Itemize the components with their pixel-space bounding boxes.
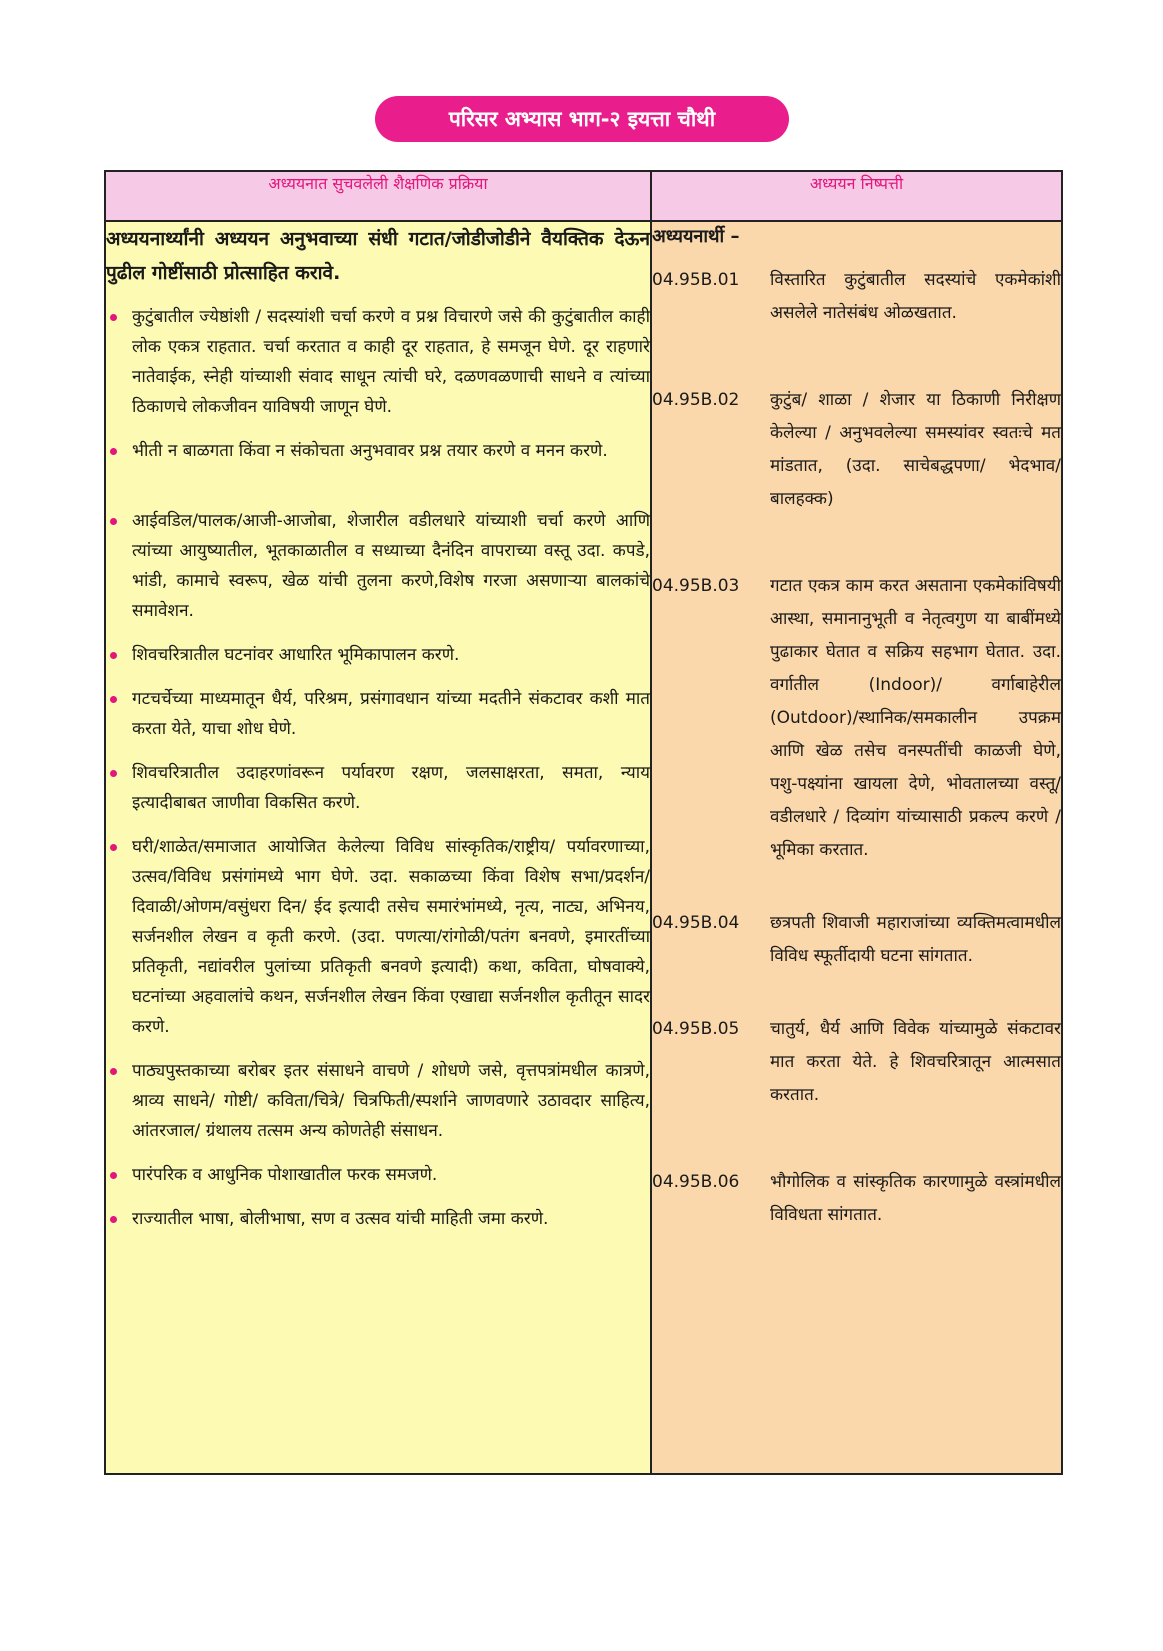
learning-process-cell: [105, 221, 651, 1474]
outcome-text: विस्तारित कुटुंबातील सदस्यांचे एकमेकांशी असलेले नातेसंबंध ओळखतात.: [770, 270, 1061, 323]
list-item: राज्यातील भाषा, बोलीभाषा, सण व उत्सव यांची माहिती जमा करणे.: [106, 1204, 650, 1234]
outcome-code: 04.95B.03: [652, 576, 740, 596]
outcome-code: 04.95B.06: [652, 1172, 740, 1192]
outcome-code: 04.95B.05: [652, 1019, 740, 1039]
header-learning-process: अध्ययनात सुचवलेली शैक्षणिक प्रक्रिया: [105, 171, 651, 221]
process-intro: अध्ययनार्थ्यांनी अध्ययन अनुभवाच्या संधी गटात/जोडीजोडीने वैयक्तिक देऊन पुढील गोष्टींसाठी प्रोत्साहित करावे.: [106, 228, 650, 284]
list-item: गटचर्चेच्या माध्यमातून धैर्य, परिश्रम, प्रसंगावधान यांच्या मदतीने संकटावर कशी मात करता येते, याचा शोध घेणे.: [106, 684, 650, 744]
list-item: कुटुंबातील ज्येष्ठांशी / सदस्यांशी चर्चा करणे व प्रश्न विचारणे जसे की कुटुंबातील काही लोक एकत्र राहतात. चर्चा करतात व काही दूर राहतात, हे समजून घेणे. दूर राहणारे नातेवाईक, स्नेही यांच्याशी संवाद साधून त्यांची घरे, दळणवळणाची साधने व त्यांच्या ठिकाणचे लोकजीवन याविषयी जाणून घेणे.: [106, 302, 650, 422]
outcome-item: [652, 1166, 1061, 1232]
outcome-text: गटात एकत्र काम करत असताना एकमेकांविषयी आस्था, समानानुभूती व नेतृत्वगुण या बाबींमध्ये पुढाकार घेतात व सक्रिय सहभाग घेतात. उदा. वर्गातील (Indoor)/ वर्गाबाहेरील (Outdoor)/स्थानिक/समकालीन उपक्रम आणि खेळ तसेच वनस्पतींची काळजी घेणे, पशु-पक्ष्यांना खायला देणे, भोवतालच्या वस्तू/वडीलधारे / दिव्यांग यांच्यासाठी प्रकल्प करणे / भूमिका करतात.: [770, 576, 1061, 860]
bullet-icon: [110, 1172, 117, 1179]
header-learning-outcome: अध्ययन निष्पत्ती: [651, 171, 1062, 221]
list-item: पारंपरिक व आधुनिक पोशाखातील फरक समजणे.: [106, 1160, 650, 1190]
bullet-icon: [110, 1216, 117, 1223]
learning-outcome-cell: [651, 221, 1062, 1474]
bullet-icon: [110, 770, 117, 777]
outcome-text: भौगोलिक व सांस्कृतिक कारणामुळे वस्त्रांमधील विविधता सांगतात.: [770, 1172, 1061, 1225]
table-header-row: [105, 171, 1062, 221]
outcome-item: [652, 384, 1061, 516]
list-item: भीती न बाळगता किंवा न संकोचता अनुभवावर प्रश्न तयार करणे व मनन करणे.: [106, 436, 650, 466]
curriculum-table: [104, 170, 1063, 1475]
outcome-item: [652, 1013, 1061, 1112]
learner-label: अध्ययनार्थी –: [652, 226, 740, 247]
outcome-code: 04.95B.02: [652, 390, 740, 410]
table-body-row: [105, 221, 1062, 1474]
bullet-icon: [110, 518, 117, 525]
outcome-item: [652, 570, 1061, 867]
outcome-text: चातुर्य, धैर्य आणि विवेक यांच्यामुळे संकटावर मात करता येते. हे शिवचरित्रातून आत्मसात करतात.: [770, 1019, 1061, 1105]
outcome-item: [652, 264, 1061, 330]
page-title: परिसर अभ्यास भाग-२ इयत्ता चौथी: [375, 96, 789, 142]
outcome-item: [652, 907, 1061, 973]
list-item: घरी/शाळेत/समाजात आयोजित केलेल्या विविध सांस्कृतिक/राष्ट्रीय/ पर्यावरणाच्या, उत्सव/विविध प्रसंगांमध्ये भाग घेणे. उदा. सकाळच्या किंवा विशेष सभा/प्रदर्शन/दिवाळी/ओणम/वसुंधरा दिन/ ईद इत्यादी तसेच समारंभांमध्ये, नृत्य, नाट्य, अभिनय, सर्जनशील लेखन व कृती करणे. (उदा. पणत्या/रांगोळी/पतंग बनवणे, इमारतींच्या प्रतिकृती, नद्यांवरील पुलांच्या प्रतिकृती बनवणे इत्यादी) कथा, कविता, घोषवाक्ये, घटनांच्या अहवालांचे कथन, सर्जनशील लेखन किंवा एखाद्या सर्जनशील कृतीतून सादर करणे.: [106, 832, 650, 1042]
bullet-icon: [110, 844, 117, 851]
bullet-icon: [110, 696, 117, 703]
outcome-code: 04.95B.01: [652, 270, 740, 290]
bullet-icon: [110, 314, 117, 321]
outcome-text: छत्रपती शिवाजी महाराजांच्या व्यक्तिमत्वामधील विविध स्फूर्तीदायी घटना सांगतात.: [770, 913, 1061, 966]
list-item: आईवडिल/पालक/आजी-आजोबा, शेजारील वडीलधारे यांच्याशी चर्चा करणे आणि त्यांच्या आयुष्यातील, भूतकाळातील व सध्याच्या दैनंदिन वापराच्या वस्तू उदा. कपडे, भांडी, कामाचे स्वरूप, खेळ यांची तुलना करणे,विशेष गरजा असणाऱ्या बालकांचे समावेशन.: [106, 506, 650, 626]
list-item: शिवचरित्रातील घटनांवर आधारित भूमिकापालन करणे.: [106, 640, 650, 670]
list-item: शिवचरित्रातील उदाहरणांवरून पर्यावरण रक्षण, जलसाक्षरता, समता, न्याय इत्यादीबाबत जाणीवा विकसित करणे.: [106, 758, 650, 818]
list-item: पाठ्यपुस्तकाच्या बरोबर इतर संसाधने वाचणे / शोधणे जसे, वृत्तपत्रांमधील कात्रणे, श्राव्य साधने/ गोष्टी/ कविता/चित्रे/ चित्रफिती/स्पर्शाने जाणवणारे उठावदार साहित्य, आंतरजाल/ ग्रंथालय तत्सम अन्य कोणतेही संसाधन.: [106, 1056, 650, 1146]
process-list: [106, 302, 650, 1234]
bullet-icon: [110, 448, 117, 455]
outcome-code: 04.95B.04: [652, 913, 740, 933]
bullet-icon: [110, 1068, 117, 1075]
bullet-icon: [110, 652, 117, 659]
outcome-text: कुटुंब/ शाळा / शेजार या ठिकाणी निरीक्षण केलेल्या / अनुभवलेल्या समस्यांवर स्वतःचे मत मांडतात, (उदा. साचेबद्धपणा/ भेदभाव/ बालहक्क): [770, 390, 1061, 509]
